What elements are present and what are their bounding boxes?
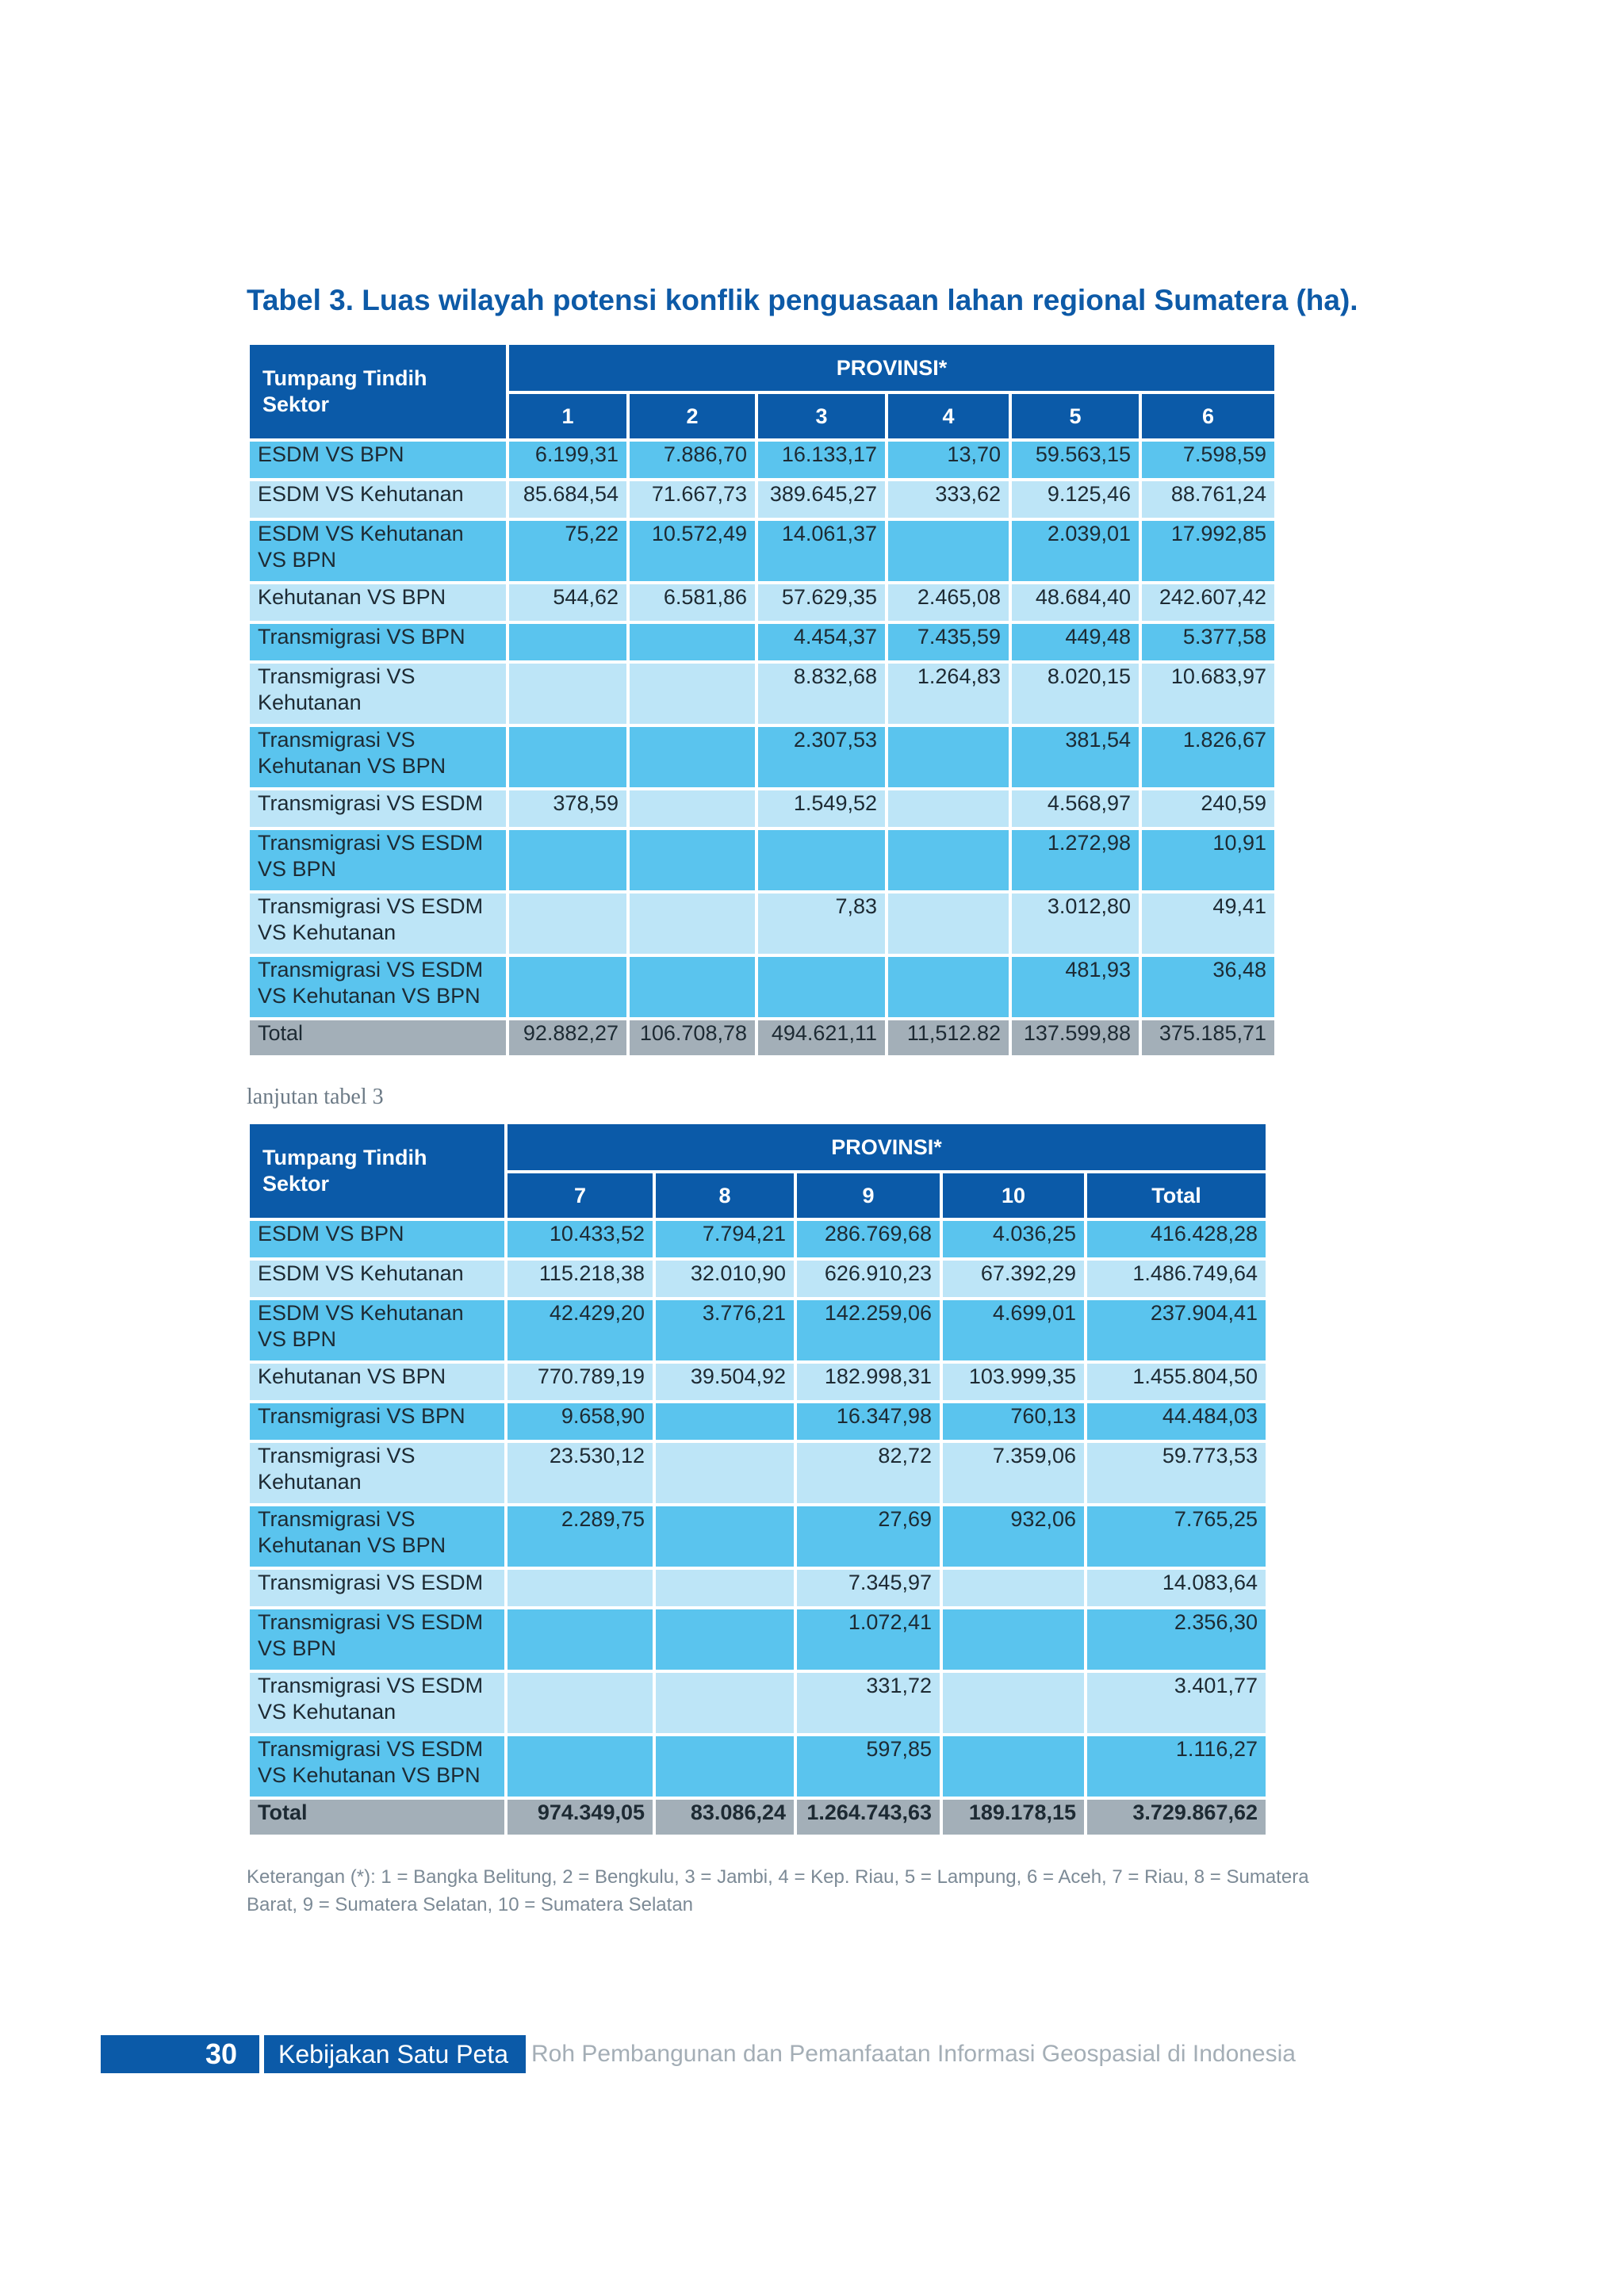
table-row <box>250 1300 1266 1360</box>
table-cell <box>509 957 626 1017</box>
table-cell: 381,54 <box>1012 727 1139 787</box>
column-header: 8 <box>656 1173 794 1218</box>
table-title: Tabel 3. Luas wilayah potensi konflik penguasaan lahan regional Sumatera (ha). <box>247 284 1358 316</box>
total-cell: 494.621,11 <box>758 1020 885 1055</box>
table-cell: 142.259,06 <box>797 1300 940 1360</box>
table-cell <box>509 830 626 890</box>
table-cell: 1.826,67 <box>1142 727 1274 787</box>
table-cell: 59.563,15 <box>1012 442 1139 478</box>
group-header: PROVINSI* <box>508 1124 1266 1170</box>
table-row <box>250 830 1274 890</box>
table-row <box>250 1443 1266 1503</box>
row-label: Transmigrasi VS ESDM VS Kehutanan VS BPN <box>250 957 506 1017</box>
table-row <box>250 957 1274 1017</box>
column-header: 2 <box>630 394 755 438</box>
table-cell <box>630 664 755 724</box>
table-cell <box>656 1443 794 1503</box>
row-label: ESDM VS BPN <box>250 1221 504 1257</box>
total-cell: 3.729.867,62 <box>1087 1800 1266 1835</box>
table-row <box>250 790 1274 827</box>
column-header: 1 <box>509 394 626 438</box>
table-cell: 49,41 <box>1142 894 1274 954</box>
total-row <box>250 1020 1274 1055</box>
book-subtitle: Roh Pembangunan dan Pemanfaatan Informasi Geospasial di Indonesia <box>531 2041 1296 2067</box>
table-cell: 14.083,64 <box>1087 1570 1266 1606</box>
table-cell: 32.010,90 <box>656 1261 794 1297</box>
table-cell: 5.377,58 <box>1142 624 1274 660</box>
row-label: Transmigrasi VS ESDM VS BPN <box>250 1609 504 1670</box>
table-cell: 4.699,01 <box>943 1300 1084 1360</box>
table-cell <box>508 1736 653 1797</box>
table-cell: 331,72 <box>797 1673 940 1733</box>
row-label: Transmigrasi VS BPN <box>250 1403 504 1440</box>
table-cell: 3.401,77 <box>1087 1673 1266 1733</box>
table-cell <box>509 894 626 954</box>
table-cell: 597,85 <box>797 1736 940 1797</box>
table-cell <box>509 727 626 787</box>
table-cell <box>656 1736 794 1797</box>
table-cell <box>630 830 755 890</box>
table-cell: 16.133,17 <box>758 442 885 478</box>
column-header: 3 <box>758 394 885 438</box>
table-2 <box>247 1121 1269 1838</box>
table-cell <box>630 894 755 954</box>
table-cell <box>509 624 626 660</box>
total-cell: 974.349,05 <box>508 1800 653 1835</box>
total-label: Total <box>250 1020 506 1055</box>
column-header: Total <box>1087 1173 1266 1218</box>
table-cell <box>656 1403 794 1440</box>
row-label: ESDM VS BPN <box>250 442 506 478</box>
column-header: 7 <box>508 1173 653 1218</box>
column-header: 4 <box>888 394 1009 438</box>
book-title: Kebijakan Satu Peta <box>264 2035 526 2073</box>
row-label: Kehutanan VS BPN <box>250 584 506 621</box>
table-cell: 6.199,31 <box>509 442 626 478</box>
table-cell: 416.428,28 <box>1087 1221 1266 1257</box>
table-cell: 4.454,37 <box>758 624 885 660</box>
table-row <box>250 442 1274 478</box>
table-cell: 85.684,54 <box>509 481 626 518</box>
table-cell <box>888 894 1009 954</box>
total-cell: 83.086,24 <box>656 1800 794 1835</box>
table-cell: 48.684,40 <box>1012 584 1139 621</box>
table-cell <box>888 790 1009 827</box>
table-row <box>250 1609 1266 1670</box>
row-label: Transmigrasi VS ESDM VS Kehutanan VS BPN <box>250 1736 504 1797</box>
table-cell: 1.264,83 <box>888 664 1009 724</box>
table-footnote: Keterangan (*): 1 = Bangka Belitung, 2 = Bengkulu, 3 = Jambi, 4 = Kep. Riau, 5 = Lampung, 6 = Aceh, 7 = Riau, 8 = Sumatera Barat, 9 = Sumatera Selatan, 10 = Sumatera Selatan <box>247 1866 1309 1915</box>
table-row <box>250 521 1274 581</box>
total-label: Total <box>250 1800 504 1835</box>
table-cell: 1.455.804,50 <box>1087 1364 1266 1400</box>
group-header: PROVINSI* <box>509 345 1274 391</box>
row-label: Transmigrasi VS ESDM VS BPN <box>250 830 506 890</box>
column-header: 9 <box>797 1173 940 1218</box>
table-cell: 7,83 <box>758 894 885 954</box>
row-label: Transmigrasi VS Kehutanan <box>250 1443 504 1503</box>
table-row <box>250 664 1274 724</box>
table-cell <box>888 521 1009 581</box>
table-row <box>250 1506 1266 1567</box>
table-cell <box>656 1673 794 1733</box>
row-label: ESDM VS Kehutanan <box>250 481 506 518</box>
table-row <box>250 624 1274 660</box>
table-cell: 82,72 <box>797 1443 940 1503</box>
table-cell <box>630 624 755 660</box>
table-cell: 7.765,25 <box>1087 1506 1266 1567</box>
table-cell: 10.433,52 <box>508 1221 653 1257</box>
table-cell: 1.272,98 <box>1012 830 1139 890</box>
row-label: Transmigrasi VS Kehutanan VS BPN <box>250 1506 504 1567</box>
table-cell: 17.992,85 <box>1142 521 1274 581</box>
table-row <box>250 584 1274 621</box>
table-cell <box>758 830 885 890</box>
row-label: Transmigrasi VS ESDM VS Kehutanan <box>250 894 506 954</box>
corner-header: Tumpang Tindih Sektor <box>250 345 506 438</box>
total-cell: 375.185,71 <box>1142 1020 1274 1055</box>
table-cell: 3.012,80 <box>1012 894 1139 954</box>
table-cell: 378,59 <box>509 790 626 827</box>
row-label: Transmigrasi VS Kehutanan VS BPN <box>250 727 506 787</box>
table-cell: 7.886,70 <box>630 442 755 478</box>
table-cell <box>630 957 755 1017</box>
table-cell: 42.429,20 <box>508 1300 653 1360</box>
table-row <box>250 1221 1266 1257</box>
column-header: 6 <box>1142 394 1274 438</box>
table-cell <box>508 1673 653 1733</box>
table-cell: 6.581,86 <box>630 584 755 621</box>
table-cell: 770.789,19 <box>508 1364 653 1400</box>
table-cell: 75,22 <box>509 521 626 581</box>
table-cell <box>509 664 626 724</box>
table-cell: 9.658,90 <box>508 1403 653 1440</box>
table-row <box>250 727 1274 787</box>
table-cell <box>943 1673 1084 1733</box>
table-cell: 240,59 <box>1142 790 1274 827</box>
table-cell: 16.347,98 <box>797 1403 940 1440</box>
table-cell: 7.435,59 <box>888 624 1009 660</box>
row-label: Transmigrasi VS ESDM <box>250 790 506 827</box>
table-cell: 626.910,23 <box>797 1261 940 1297</box>
table-cell: 481,93 <box>1012 957 1139 1017</box>
total-cell: 11,512.82 <box>888 1020 1009 1055</box>
table-row <box>250 1673 1266 1733</box>
table-cell: 4.036,25 <box>943 1221 1084 1257</box>
table-cell: 333,62 <box>888 481 1009 518</box>
table-cell: 10.683,97 <box>1142 664 1274 724</box>
table-cell: 14.061,37 <box>758 521 885 581</box>
table-cell: 7.345,97 <box>797 1570 940 1606</box>
continuation-label: lanjutan tabel 3 <box>247 1085 384 1109</box>
table-cell: 544,62 <box>509 584 626 621</box>
table-cell: 59.773,53 <box>1087 1443 1266 1503</box>
table-row <box>250 894 1274 954</box>
table-cell: 23.530,12 <box>508 1443 653 1503</box>
table-cell: 1.549,52 <box>758 790 885 827</box>
table-cell <box>656 1570 794 1606</box>
table-cell: 13,70 <box>888 442 1009 478</box>
table-cell: 7.598,59 <box>1142 442 1274 478</box>
table-cell: 1.116,27 <box>1087 1736 1266 1797</box>
table-cell: 2.465,08 <box>888 584 1009 621</box>
table-cell <box>656 1609 794 1670</box>
table-cell: 9.125,46 <box>1012 481 1139 518</box>
table-row <box>250 1403 1266 1440</box>
table-cell: 4.568,97 <box>1012 790 1139 827</box>
table-cell: 57.629,35 <box>758 584 885 621</box>
table-cell <box>943 1609 1084 1670</box>
table-row <box>250 1261 1266 1297</box>
table-cell <box>943 1570 1084 1606</box>
row-label: Kehutanan VS BPN <box>250 1364 504 1400</box>
table-cell <box>758 957 885 1017</box>
table-cell: 2.356,30 <box>1087 1609 1266 1670</box>
table-cell: 67.392,29 <box>943 1261 1084 1297</box>
total-cell: 189.178,15 <box>943 1800 1084 1835</box>
row-label: ESDM VS Kehutanan <box>250 1261 504 1297</box>
table-cell: 3.776,21 <box>656 1300 794 1360</box>
row-label: Transmigrasi VS Kehutanan <box>250 664 506 724</box>
column-header: 5 <box>1012 394 1139 438</box>
table-cell: 242.607,42 <box>1142 584 1274 621</box>
table-cell <box>630 790 755 827</box>
table-cell: 7.794,21 <box>656 1221 794 1257</box>
table-cell: 932,06 <box>943 1506 1084 1567</box>
table-cell <box>888 957 1009 1017</box>
table-row <box>250 1364 1266 1400</box>
table-cell: 2.039,01 <box>1012 521 1139 581</box>
row-label: Transmigrasi VS ESDM VS Kehutanan <box>250 1673 504 1733</box>
table-row <box>250 1570 1266 1606</box>
table-cell <box>888 830 1009 890</box>
table-cell <box>943 1736 1084 1797</box>
table-cell <box>888 727 1009 787</box>
table-cell <box>630 727 755 787</box>
table-cell: 1.072,41 <box>797 1609 940 1670</box>
page-number: 30 <box>101 2035 259 2073</box>
row-label: ESDM VS Kehutanan VS BPN <box>250 1300 504 1360</box>
table-1 <box>247 342 1277 1058</box>
table-cell: 7.359,06 <box>943 1443 1084 1503</box>
table-cell: 8.832,68 <box>758 664 885 724</box>
table-cell: 115.218,38 <box>508 1261 653 1297</box>
table-cell: 103.999,35 <box>943 1364 1084 1400</box>
table-cell: 27,69 <box>797 1506 940 1567</box>
total-cell: 137.599,88 <box>1012 1020 1139 1055</box>
table-cell: 237.904,41 <box>1087 1300 1266 1360</box>
table-cell: 389.645,27 <box>758 481 885 518</box>
table-cell: 286.769,68 <box>797 1221 940 1257</box>
table-cell <box>508 1570 653 1606</box>
row-label: Transmigrasi VS ESDM <box>250 1570 504 1606</box>
table-cell: 760,13 <box>943 1403 1084 1440</box>
table-cell: 44.484,03 <box>1087 1403 1266 1440</box>
total-row <box>250 1800 1266 1835</box>
row-label: Transmigrasi VS BPN <box>250 624 506 660</box>
table-cell: 2.307,53 <box>758 727 885 787</box>
table-cell: 71.667,73 <box>630 481 755 518</box>
table-cell: 10,91 <box>1142 830 1274 890</box>
table-cell <box>508 1609 653 1670</box>
row-label: ESDM VS Kehutanan VS BPN <box>250 521 506 581</box>
total-cell: 92.882,27 <box>509 1020 626 1055</box>
table-cell: 88.761,24 <box>1142 481 1274 518</box>
table-cell: 8.020,15 <box>1012 664 1139 724</box>
table-cell: 182.998,31 <box>797 1364 940 1400</box>
total-cell: 1.264.743,63 <box>797 1800 940 1835</box>
table-cell: 1.486.749,64 <box>1087 1261 1266 1297</box>
table-cell: 2.289,75 <box>508 1506 653 1567</box>
table-cell: 10.572,49 <box>630 521 755 581</box>
column-header: 10 <box>943 1173 1084 1218</box>
table-cell: 36,48 <box>1142 957 1274 1017</box>
table-cell <box>656 1506 794 1567</box>
table-row <box>250 481 1274 518</box>
table-cell: 39.504,92 <box>656 1364 794 1400</box>
total-cell: 106.708,78 <box>630 1020 755 1055</box>
table-cell: 449,48 <box>1012 624 1139 660</box>
table-row <box>250 1736 1266 1797</box>
corner-header: Tumpang Tindih Sektor <box>250 1124 504 1218</box>
